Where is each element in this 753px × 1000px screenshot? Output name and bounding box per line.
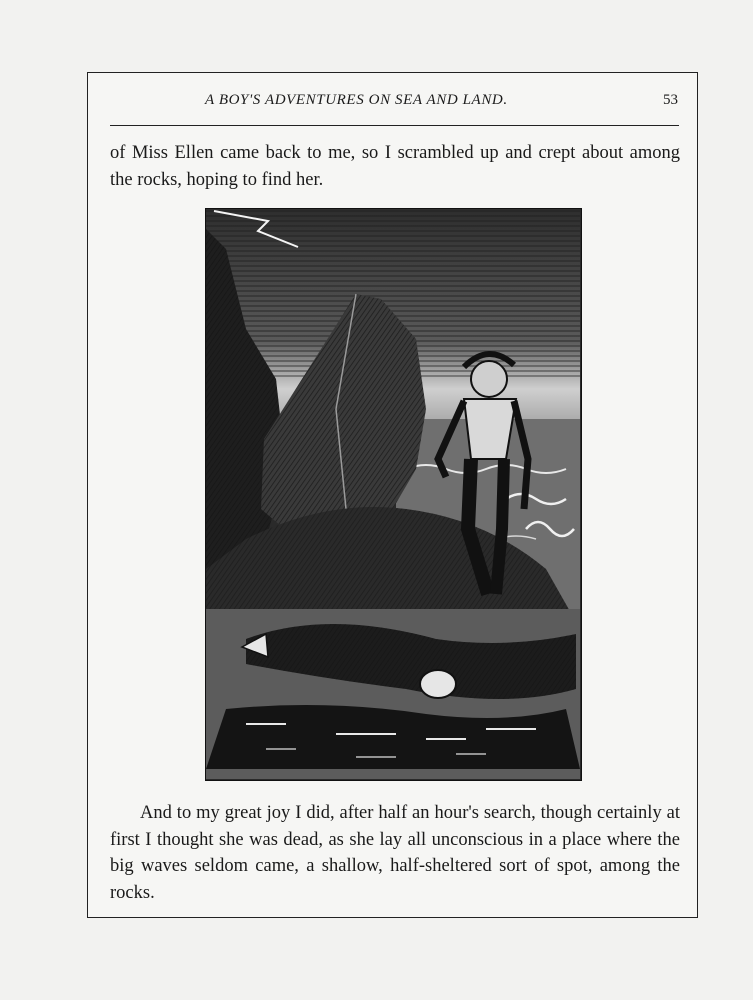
page-number: 53 — [663, 92, 678, 108]
header-rule — [110, 125, 679, 126]
engraving-illustration — [205, 208, 582, 781]
paragraph-1: of Miss Ellen came back to me, so I scrambled up and crept about among the rocks, hoping to find her. — [110, 143, 680, 190]
running-title: A BOY'S ADVENTURES ON SEA AND LAND. — [205, 92, 508, 108]
paragraph-2: And to my great joy I did, after half an hour's search, though certainly at first I thought she was dead, as she lay all unconscious in a place where the big waves seldom came, a shallow, half-sheltered sort of spot, among the rocks. — [110, 803, 680, 903]
running-head — [110, 92, 680, 120]
